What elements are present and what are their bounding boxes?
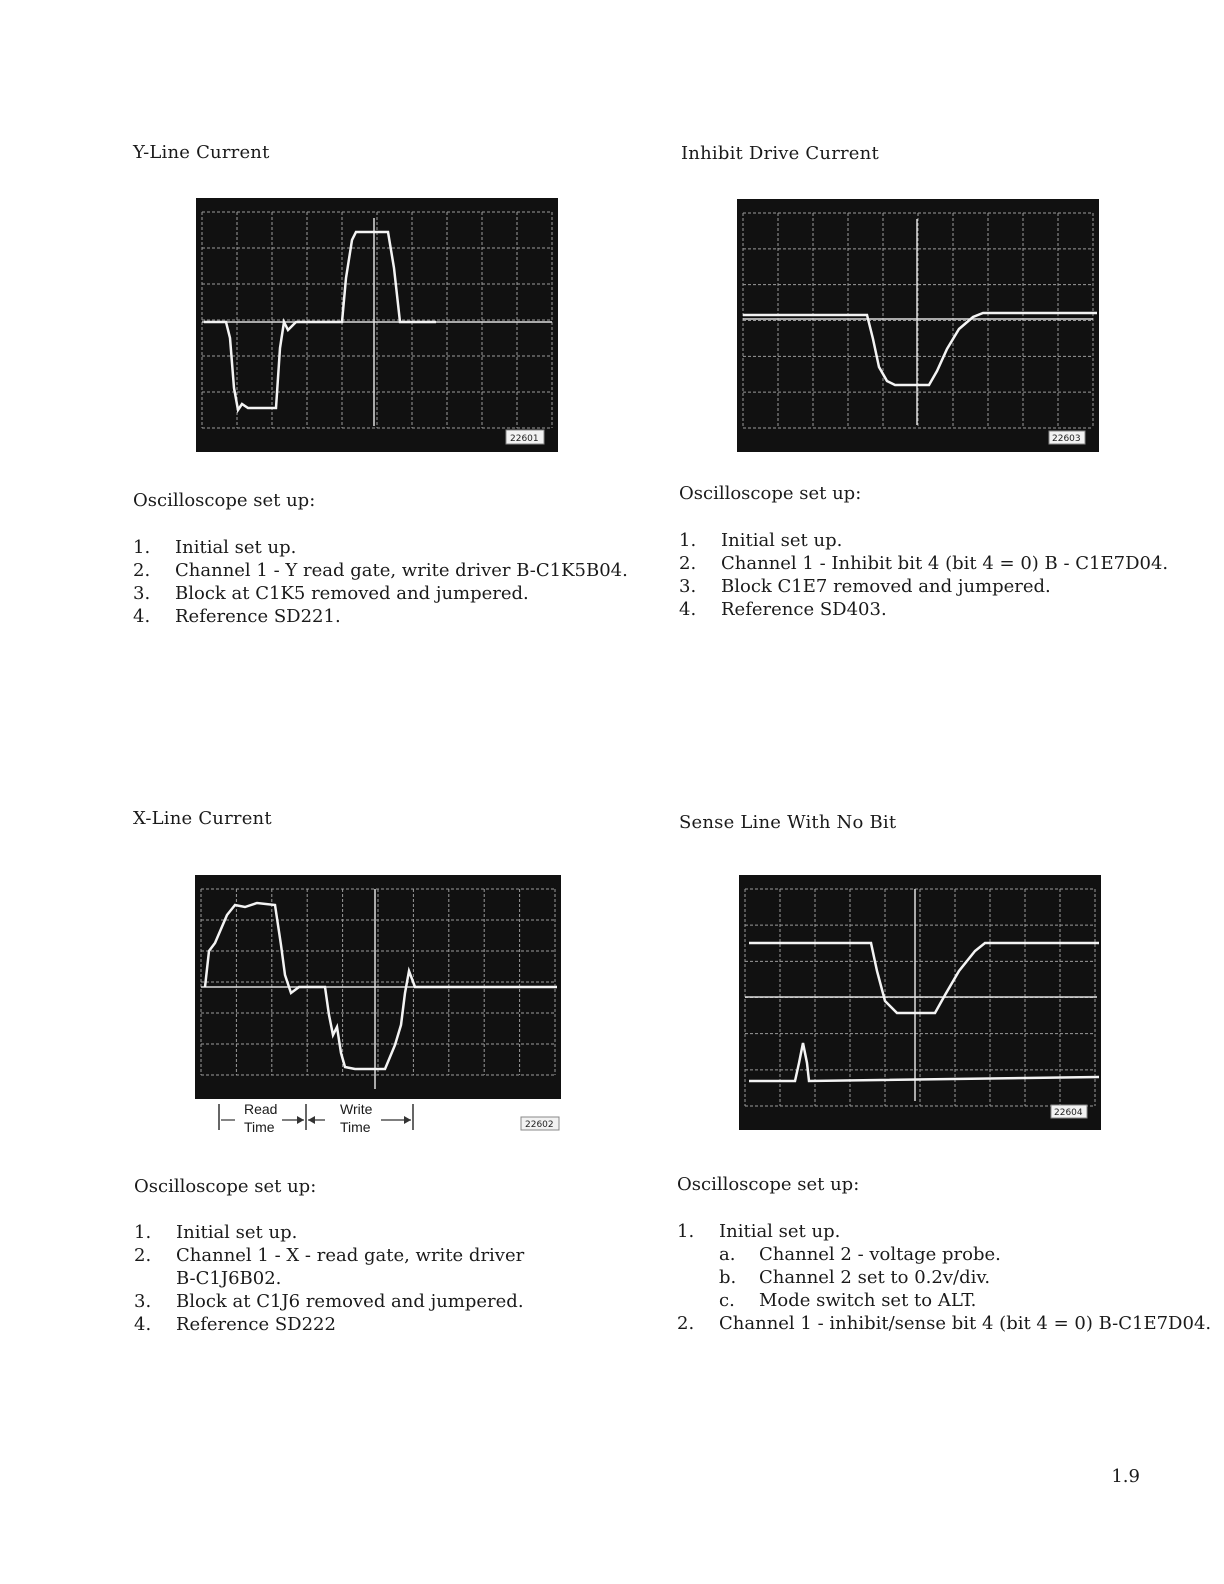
inhibit-setup-heading: Oscilloscope set up: bbox=[679, 483, 862, 504]
list-item: 2. Channel 1 - Y read gate, write driver B-C1K5B04. bbox=[133, 560, 628, 581]
read-label: Read bbox=[244, 1101, 278, 1117]
inhibit-waveform bbox=[737, 199, 1099, 452]
list-item: 1. Initial set up. bbox=[677, 1221, 841, 1242]
list-item: a. Channel 2 - voltage probe. bbox=[719, 1244, 1001, 1265]
inhibit-steps bbox=[679, 529, 1168, 621]
sense-oscilloscope-image bbox=[739, 875, 1101, 1130]
list-item: 3. Block at C1K5 removed and jumpered. bbox=[133, 583, 529, 604]
page-number: 1.9 bbox=[1111, 1466, 1140, 1487]
list-item: 4. Reference SD222 bbox=[134, 1314, 336, 1335]
y-line-setup-heading: Oscilloscope set up: bbox=[133, 490, 316, 511]
list-item: 2. Channel 1 - Inhibit bit 4 (bit 4 = 0) B - C1E7D04. bbox=[679, 553, 1169, 574]
y-line-title: Y-Line Current bbox=[133, 142, 270, 163]
x-line-setup-heading: Oscilloscope set up: bbox=[134, 1176, 317, 1197]
inhibit-oscilloscope-image bbox=[737, 199, 1099, 452]
sense-setup-heading: Oscilloscope set up: bbox=[677, 1174, 860, 1195]
inhibit-image-id: 22603 bbox=[1052, 434, 1081, 444]
write-time-label: Time bbox=[340, 1119, 371, 1135]
sense-steps bbox=[677, 1220, 1211, 1335]
x-line-image-id: 22602 bbox=[525, 1120, 554, 1130]
write-label: Write bbox=[340, 1101, 373, 1117]
list-item: 1. Initial set up. bbox=[133, 537, 297, 558]
x-line-title: X-Line Current bbox=[133, 808, 272, 829]
list-item: 3. Block C1E7 removed and jumpered. bbox=[679, 576, 1051, 597]
inhibit-title: Inhibit Drive Current bbox=[681, 143, 879, 164]
read-time-label: Time bbox=[244, 1119, 275, 1135]
x-line-waveform bbox=[195, 875, 561, 1099]
list-item: 1. Initial set up. bbox=[679, 530, 843, 551]
sense-waveform bbox=[739, 875, 1101, 1130]
list-item: b. Channel 2 set to 0.2v/div. bbox=[719, 1267, 991, 1288]
list-item: 4. Reference SD221. bbox=[133, 606, 341, 627]
y-line-image-id: 22601 bbox=[510, 434, 539, 444]
x-line-steps bbox=[134, 1221, 524, 1336]
list-item: 1. Initial set up. bbox=[134, 1222, 298, 1243]
list-item: 2. Channel 1 - inhibit/sense bit 4 (bit 4 = 0) B-C1E7D04. bbox=[677, 1313, 1212, 1334]
sense-title: Sense Line With No Bit bbox=[679, 812, 897, 833]
list-item: 3. Block at C1J6 removed and jumpered. bbox=[134, 1291, 524, 1312]
x-line-oscilloscope-image bbox=[195, 875, 561, 1099]
sense-image-id: 22604 bbox=[1054, 1108, 1083, 1118]
list-item: 4. Reference SD403. bbox=[679, 599, 887, 620]
y-line-waveform bbox=[196, 198, 558, 452]
list-item: c. Mode switch set to ALT. bbox=[719, 1290, 977, 1311]
y-line-oscilloscope-image bbox=[196, 198, 558, 452]
y-line-steps bbox=[133, 536, 628, 628]
list-item: 2. Channel 1 - X - read gate, write driver B-C1J6B02. bbox=[134, 1245, 525, 1289]
